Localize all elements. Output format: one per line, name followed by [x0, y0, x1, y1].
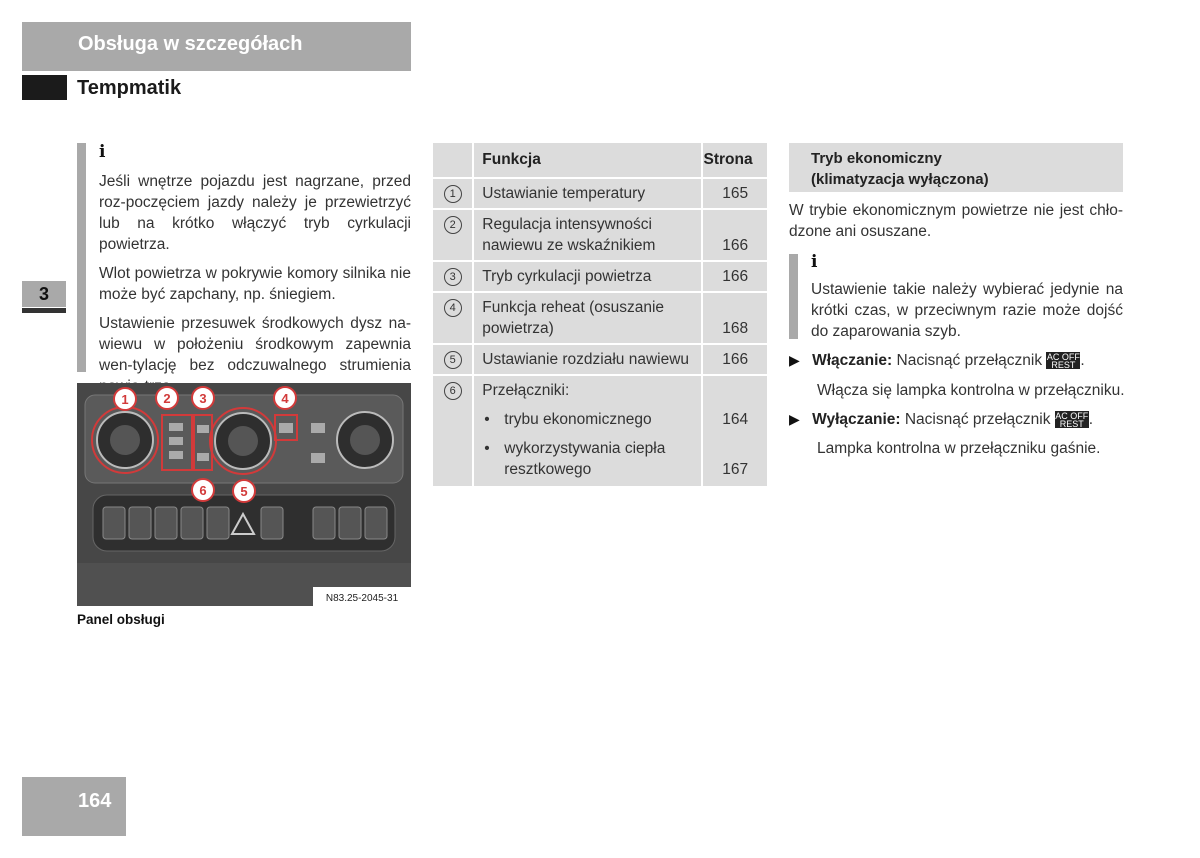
row-page: 166	[722, 351, 749, 368]
table-row	[433, 292, 767, 344]
table-subrow	[433, 405, 767, 434]
page-number: 164	[78, 790, 112, 812]
switch-off-result: Lampka kontrolna w przełączniku gaśnie.	[817, 440, 1101, 457]
left-note-body	[99, 171, 411, 405]
row-number: 4	[444, 299, 462, 317]
eco-mode-title	[811, 148, 989, 190]
page-subtitle: Tempmatik	[77, 77, 182, 99]
switch-on-step: ▶ Włączanie: Nacisnąć przełącznik AC OFF REST .	[789, 352, 1085, 371]
row-page: 166	[722, 268, 749, 285]
table-row	[433, 209, 767, 261]
callout-3: 3	[199, 391, 207, 406]
table-row	[433, 178, 767, 209]
row-number: 3	[444, 268, 462, 286]
bullet: •	[484, 411, 490, 428]
row-page: 168	[722, 320, 749, 337]
ac-off-button-icon: AC OFF REST	[1046, 352, 1080, 371]
step-arrow-icon: ▶	[789, 352, 800, 368]
chapter-tab-underline	[22, 308, 66, 313]
row-number: 6	[444, 382, 462, 400]
info-icon: i	[99, 142, 106, 162]
bullet: •	[484, 440, 490, 457]
row-page	[703, 397, 767, 405]
eco-mode-title-line1: Tryb ekonomiczny	[811, 150, 942, 167]
switch-on-label: Włączanie:	[812, 352, 893, 369]
control-panel-illustration	[77, 383, 411, 606]
function-table	[433, 143, 767, 486]
note-paragraph: Jeśli wnętrze pojazdu jest nagrzane, przed roz-poczęciem jazdy należy je przewietrzyć lub na krótko włączyć tryb cyrkulacji powietrza.	[99, 173, 411, 253]
callout-4: 4	[281, 391, 289, 406]
switch-on-text: Nacisnąć przełącznik	[896, 352, 1043, 369]
subrow-text: trybu ekonomicznego	[504, 411, 652, 428]
table-subrow	[433, 434, 767, 486]
row-function: Ustawianie temperatury	[482, 185, 646, 202]
table-row	[433, 261, 767, 292]
image-code: N83.25-2045-31	[325, 593, 399, 604]
note-paragraph: Wlot powietrza w pokrywie komory silnika nie może być zapchany, np. śniegiem.	[99, 265, 411, 303]
row-number: 2	[444, 216, 462, 234]
row-function: Ustawianie rozdziału nawiewu	[482, 351, 690, 368]
row-function: Regulacja intensywności nawiewu ze wskaźnikiem	[482, 216, 656, 254]
table-header-page: Strona	[702, 143, 767, 178]
row-function: Tryb cyrkulacji powietrza	[482, 268, 652, 285]
step-arrow-icon: ▶	[789, 411, 800, 427]
chapter-tab: 3	[22, 281, 66, 307]
info-icon: i	[811, 252, 818, 272]
figure-caption: Panel obsługi	[77, 612, 165, 627]
callout-5: 5	[240, 484, 248, 499]
row-page: 166	[722, 237, 749, 254]
table-header-num	[433, 143, 473, 178]
switch-off-label: Wyłączanie:	[812, 411, 901, 428]
row-page: 165	[722, 185, 749, 202]
ac-off-button-icon: AC OFF REST	[1055, 411, 1089, 430]
subrow-page: 164	[722, 411, 749, 428]
row-function: Przełączniki:	[482, 382, 570, 399]
table-row	[433, 375, 767, 405]
switch-on-result: Włącza się lampka kontrolna w przełączniku.	[817, 382, 1125, 399]
note-sidebar	[77, 143, 86, 372]
control-panel-photo	[77, 383, 411, 606]
eco-mode-note: Ustawienie takie należy wybierać jedynie na krótki czas, w przeciwnym razie może dojść do zaparowania szyb.	[811, 281, 1123, 340]
subtitle-marker	[22, 75, 67, 100]
table-header-function: Funkcja	[473, 143, 702, 178]
table-row	[433, 344, 767, 375]
row-function: Funkcja reheat (osuszanie powietrza)	[482, 299, 665, 337]
switch-off-text: Nacisnąć przełącznik	[904, 411, 1051, 428]
row-number: 5	[444, 351, 462, 369]
section-title: Obsługa w szczegółach	[78, 33, 303, 55]
subrow-text: wykorzystywania ciepła resztkowego	[504, 440, 666, 478]
callout-2: 2	[163, 391, 171, 406]
callout-6: 6	[199, 483, 207, 498]
note-paragraph: Ustawienie przesuwek środkowych dysz na-wiewu w położeniu środkowym zapewnia wen-tylację bez odczuwalnego strumienia	[99, 315, 411, 374]
eco-mode-title-line2: (klimatyzacja wyłączona)	[811, 171, 989, 188]
row-number: 1	[444, 185, 462, 203]
subrow-page: 167	[722, 461, 749, 478]
eco-mode-intro: W trybie ekonomicznym powietrze nie jest chło-dzone ani osuszane.	[789, 202, 1123, 240]
switch-off-step: ▶ Wyłączanie: Nacisnąć przełącznik AC OFF REST .	[789, 411, 1094, 430]
note-sidebar	[789, 254, 798, 339]
callout-1: 1	[121, 392, 129, 407]
